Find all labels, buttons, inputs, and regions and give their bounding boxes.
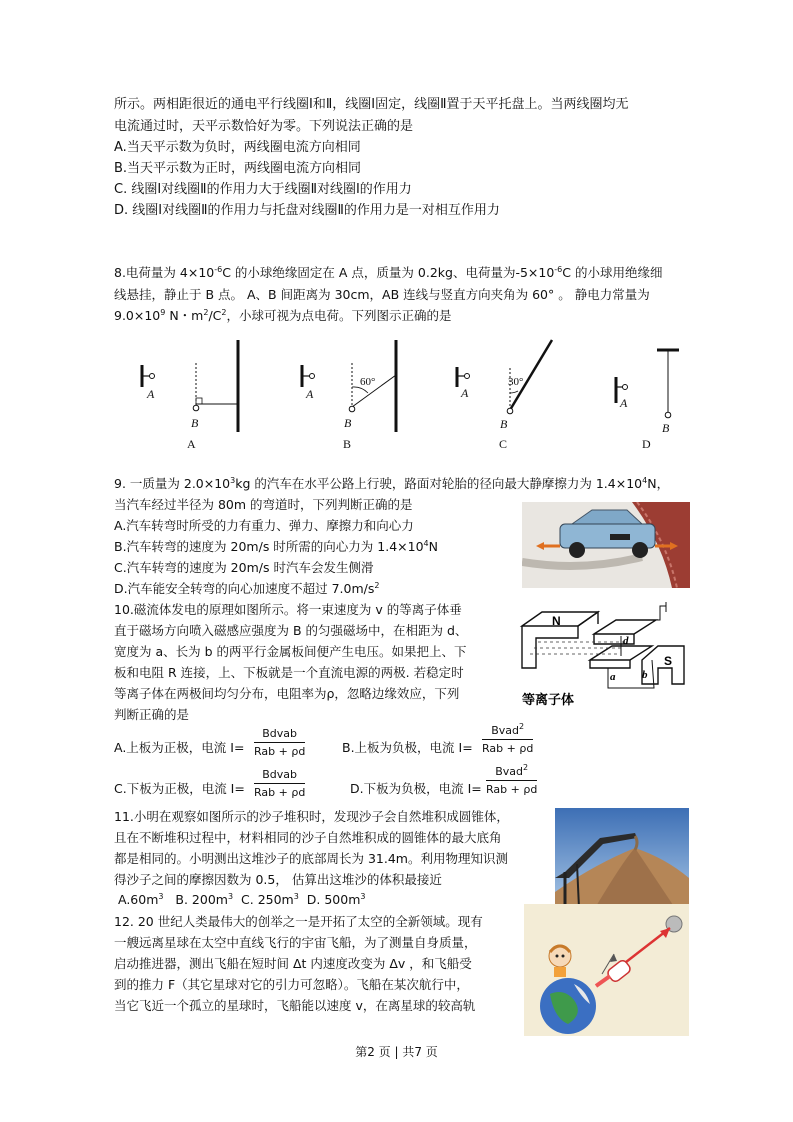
q8-figure-d <box>616 350 679 451</box>
q10-line-5: 等离子体在两极间均匀分布，电阻率为ρ，忽略边缘效应，下列 <box>114 686 460 701</box>
q10-fraction-a: Bdvab Rab + ρd <box>254 727 306 758</box>
q10-option-b: B.上板为负极，电流 I= <box>342 740 473 755</box>
q8-option-label-c: C <box>499 437 508 451</box>
q8-label-a3: A <box>461 386 469 400</box>
q10-line-1: 10.磁流体发电的原理如图所示。将一束速度为 v 的等离子体垂 <box>114 602 462 617</box>
q10-line-6: 判断正确的是 <box>114 707 190 722</box>
q8-label-b4: B <box>662 421 670 435</box>
q8-figure-c <box>457 340 552 451</box>
q9-option-a: A.汽车转弯时所受的力有重力、弹力、摩擦力和向心力 <box>114 518 414 533</box>
q12-line-5: 当它飞近一个孤立的星球时，飞船能以速度 v，在离星球的较高轨 <box>114 998 476 1013</box>
q8-angle-30: 30° <box>508 376 524 388</box>
q8-option-label-d: D <box>642 437 651 451</box>
mhd-generator-figure <box>508 598 690 710</box>
mhd-label-a: a <box>610 671 616 683</box>
q8-line-2: 线悬挂，静止于 B 点。 A、B 间距离为 30cm，AB 连线与竖直方向夹角为 60° 。 静电力常量为 <box>114 287 650 302</box>
q10-option-a: A.上板为正极，电流 I= <box>114 740 245 755</box>
q8-label-a1: A <box>147 387 155 401</box>
q10-option-c: C.下板为正极，电流 I= <box>114 781 245 796</box>
q8-option-label-a: A <box>187 437 196 451</box>
q7-option-a: A.当天平示数为负时，两线圈电流方向相同 <box>114 140 361 155</box>
q10-line-3: 宽度为 a、长为 b 的两平行金属板间便产生电压。如果把上、下 <box>114 644 467 659</box>
q10-line-2: 直于磁场方向喷入磁感应强度为 B 的匀强磁场中，在相距为 d、 <box>114 623 468 638</box>
mhd-label-b: b <box>642 669 648 681</box>
sand-pile-image <box>555 808 689 908</box>
q8-angle-60: 60° <box>360 376 376 388</box>
q12-line-3: 启动推进器，测出飞船在短时间 Δt 内速度改变为 Δv ，和飞船受 <box>114 956 472 971</box>
q8-label-a4: A <box>620 396 628 410</box>
mhd-label-d: d <box>623 635 629 647</box>
q7-line-2: 电流通过时，天平示数恰好为零。下列说法正确的是 <box>114 119 414 134</box>
page-footer: 第2 页 | 共7 页 <box>355 1045 438 1059</box>
q12-line-4: 到的推力 F（其它星球对它的引力可忽略）。飞船在某次航行中， <box>114 977 469 992</box>
q8-figure <box>130 335 690 455</box>
q8-option-label-b: B <box>343 437 352 451</box>
mhd-label-s: S <box>664 654 673 668</box>
q8-label-b3: B <box>500 417 508 431</box>
q11-line-3: 都是相同的。小明测出这堆沙子的底部周长为 31.4m。利用物理知识测 <box>114 851 508 866</box>
q8-line-3: $9.0\times 10^9$ N・$m^2/C^2$，小球可视为点电荷。下列图示正确的是 <box>114 308 452 323</box>
car-turning-image <box>522 502 690 588</box>
q12-line-1: 12. 20 世纪人类最伟大的创举之一是开拓了太空的全新领域。现有 <box>114 914 483 929</box>
q7-option-b: B.当天平示数为正时，两线圈电流方向相同 <box>114 161 362 176</box>
mhd-caption: 等离子体 <box>522 693 575 708</box>
q10-line-4: 板和电阻 R 连接，上、下板就是一个直流电源的两极. 若稳定时 <box>114 665 464 680</box>
q12-line-2: 一艘远离星球在太空中直线飞行的宇宙飞船，为了测量自身质量， <box>114 935 477 950</box>
q11-line-4: 得沙子之间的摩擦因数为 0.5， 估算出这堆沙的体积最接近 <box>114 872 442 887</box>
q9-option-c: C.汽车转弯的速度为 20m/s 时汽车会发生侧滑 <box>114 560 374 575</box>
q10-option-d: D.下板为负极，电流 I= <box>350 781 482 796</box>
q10-fraction-b: Bvad$^2$ Rab + ρd <box>482 722 534 755</box>
q8-label-b1: B <box>191 416 199 430</box>
q9-option-b: B.汽车转弯的速度为 20m/s 时所需的向心力为 $1.4\times 10^4N$ <box>114 539 438 554</box>
q8-label-b2: B <box>344 416 352 430</box>
q7-line-1: 所示。两相距很近的通电平行线圈Ⅰ和Ⅱ，线圈Ⅰ固定，线圈Ⅱ置于天平托盘上。当两线圈均无 <box>114 97 629 112</box>
q7-option-d: D. 线圈Ⅰ对线圈Ⅱ的作用力与托盘对线圈Ⅱ的作用力是一对相互作用力 <box>114 203 500 218</box>
q9-line-1: 9. 一质量为 $2.0\times 10^3kg$ 的汽车在水平公路上行驶，路面对轮胎的径向最大静摩擦力为 $1.4\times 10^4N$， <box>114 476 670 491</box>
q8-label-a2: A <box>306 387 314 401</box>
mhd-label-n: N <box>552 614 561 628</box>
q10-fraction-c: Bdvab Rab + ρd <box>254 768 306 799</box>
q11-line-1: 11.小明在观察如图所示的沙子堆积时，发现沙子会自然堆积成圆锥体， <box>114 809 509 824</box>
spaceship-image <box>524 904 689 1036</box>
q8-line-1: 8.电荷量为 $4\times 10^{-6}C$ 的小球绝缘固定在 A 点，质量为 0.2kg、电荷量为$-5\times 10^{-6}C$ 的小球用绝缘细 <box>114 265 663 280</box>
q11-line-2: 且在不断堆积过程中，材料相同的沙子自然堆积成的圆锥体的最大底角 <box>114 830 502 845</box>
q9-line-2: 当汽车经过半径为 80m 的弯道时，下列判断正确的是 <box>114 497 413 512</box>
q8-figure-b <box>302 340 396 451</box>
q9-option-d: D.汽车能安全转弯的向心加速度不超过 $7.0m/s^2$ <box>114 581 380 596</box>
q7-option-c: C. 线圈Ⅰ对线圈Ⅱ的作用力大于线圈Ⅱ对线圈Ⅰ的作用力 <box>114 182 412 197</box>
q11-options: $A.60m^3$ B. $200m^3$ C. $250m^3$ D. $500m^3$ <box>118 892 366 907</box>
q10-fraction-d: Bvad$^2$ Rab + ρd <box>486 763 538 796</box>
q8-figure-a <box>142 340 238 451</box>
